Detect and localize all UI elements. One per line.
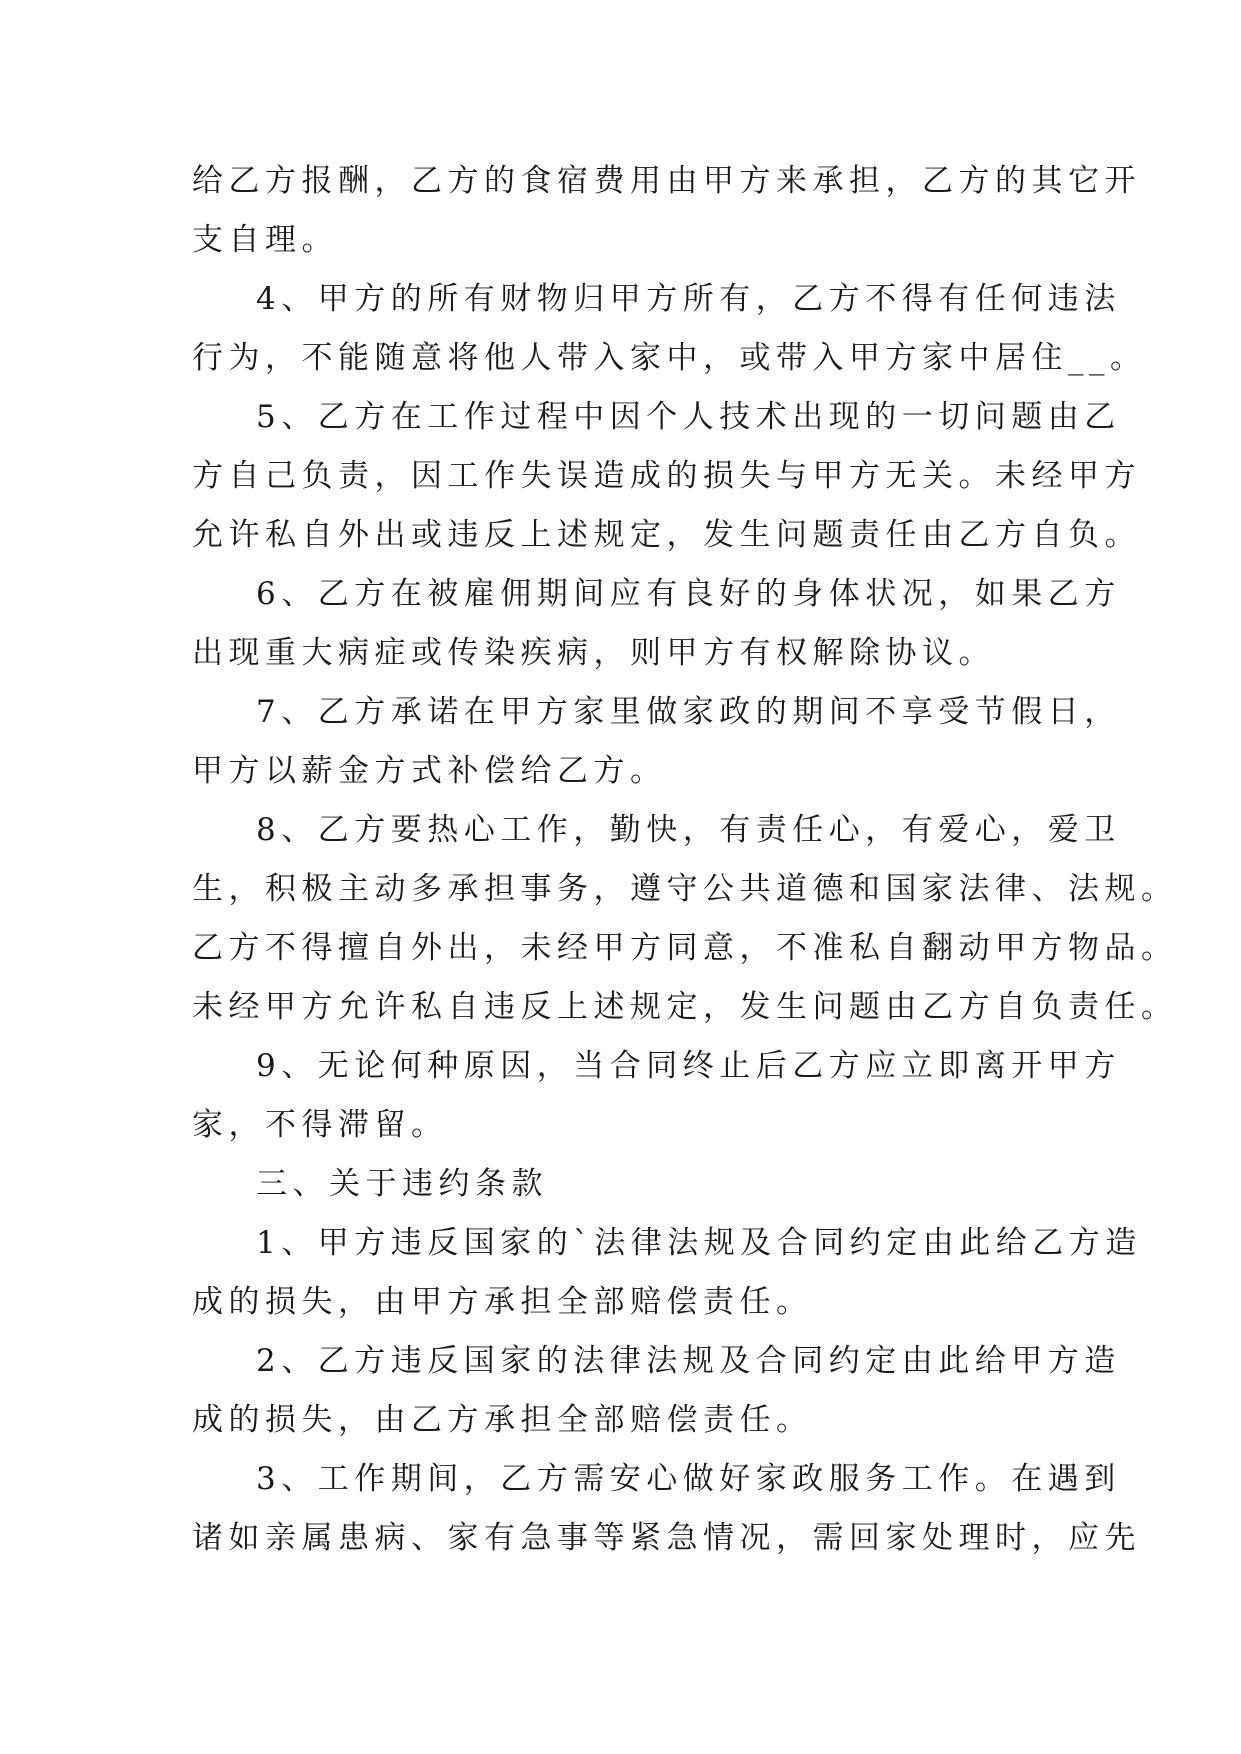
contract-text	[192, 152, 1178, 1568]
text-line: 出现重大病症或传染疾病，则甲方有权解除协议。	[192, 635, 995, 671]
text-line: 甲方以薪金方式补偿给乙方。	[192, 753, 667, 789]
text-line: 5、乙方在工作过程中因个人技术出现的一切问题由乙	[256, 399, 1121, 435]
text-line: 8、乙方要热心工作，勤快，有责任心，有爱心，爱卫	[256, 812, 1121, 848]
clause-5	[192, 388, 1141, 565]
text-line: 生，积极主动多承担事务，遵守公共道德和国家法律、法规。	[192, 871, 1178, 907]
text-line: 方自己负责，因工作失误造成的损失与甲方无关。未经甲方	[192, 458, 1141, 494]
text-line: 4、甲方的所有财物归甲方所有，乙方不得有任何违法	[256, 281, 1121, 317]
text-line: 成的损失，由乙方承担全部赔偿责任。	[192, 1402, 813, 1438]
clause-7	[192, 683, 1121, 801]
text-line: 行为，不能随意将他人带入家中，或带入甲方家中居住__。	[192, 340, 1147, 376]
section-heading-breach	[192, 1155, 1052, 1214]
text-line: 7、乙方承诺在甲方家里做家政的期间不享受节假日，	[256, 694, 1121, 730]
clause-9	[192, 1037, 1121, 1155]
text-line: 给乙方报酬，乙方的食宿费用由甲方来承担，乙方的其它开	[192, 163, 1141, 199]
breach-clause-1	[192, 1214, 1142, 1332]
text-line: 成的损失，由甲方承担全部赔偿责任。	[192, 1284, 813, 1320]
text-line: 诸如亲属患病、家有急事等紧急情况，需回家处理时，应先	[192, 1520, 1141, 1556]
text-line: 允许私自外出或违反上述规定，发生问题责任由乙方自负。	[192, 517, 1141, 553]
text-line: 家，不得滞留。	[192, 1107, 448, 1143]
clause-4	[192, 270, 1147, 388]
text-line: 6、乙方在被雇佣期间应有良好的身体状况，如果乙方	[256, 576, 1121, 612]
breach-clause-2	[192, 1332, 1121, 1450]
text-line: 乙方不得擅自外出，未经甲方同意，不准私自翻动甲方物品。	[192, 930, 1178, 966]
text-line: 9、无论何种原因，当合同终止后乙方应立即离开甲方	[256, 1048, 1121, 1084]
section-heading: 三、关于违约条款	[256, 1166, 548, 1202]
breach-clause-3	[192, 1450, 1141, 1568]
clause-8	[192, 801, 1178, 1037]
paragraph-remuneration	[192, 152, 1141, 270]
text-line: 3、工作期间，乙方需安心做好家政服务工作。在遇到	[256, 1461, 1121, 1497]
text-line: 未经甲方允许私自违反上述规定，发生问题由乙方自负责任。	[192, 989, 1178, 1025]
text-line: 1、甲方违反国家的`法律法规及合同约定由此给乙方造	[256, 1225, 1142, 1261]
text-line: 支自理。	[192, 222, 338, 258]
clause-6	[192, 565, 1121, 683]
text-line: 2、乙方违反国家的法律法规及合同约定由此给甲方造	[256, 1343, 1121, 1379]
